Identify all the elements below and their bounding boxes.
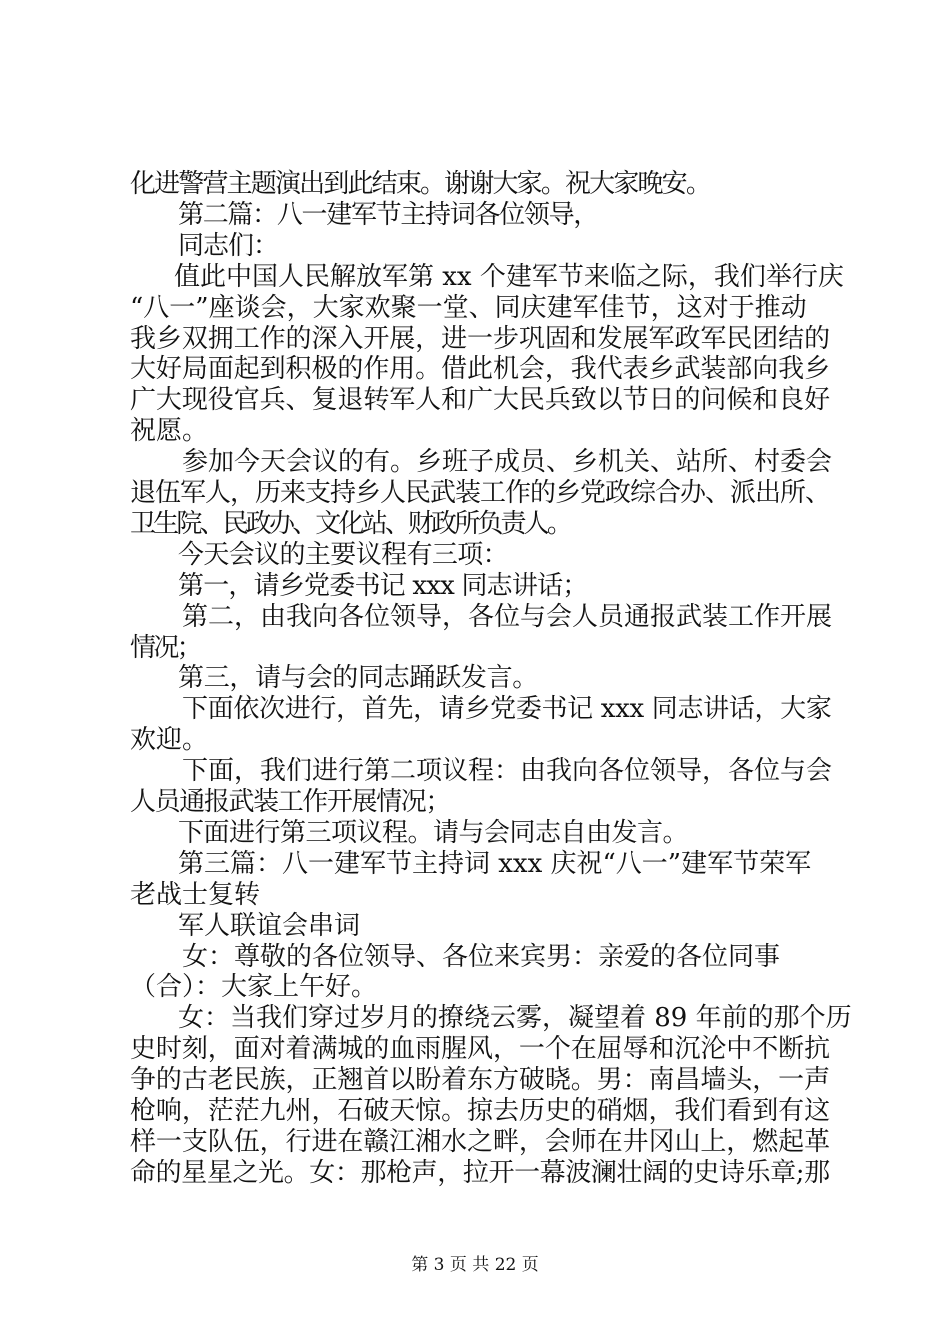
text-line: 女：尊敬的各位领导、各位来宾男：亲爱的各位同事 xyxy=(182,941,781,972)
text-line: 第三，请与会的同志踊跃发言。 xyxy=(178,663,539,694)
text-line: 人员通报武装工作开展情况； xyxy=(130,787,451,817)
text-line: 史时刻，面对着满城的血雨腥风，一个在屈辱和沉沦中不断抗 xyxy=(130,1034,831,1065)
text-line: 命的星星之光。女：那枪声，拉开一幕波澜壮阔的史诗乐章;那 xyxy=(130,1157,830,1188)
text-line: 下面，我们进行第二项议程：由我向各位领导，各位与会 xyxy=(182,756,833,787)
text-line: “八一”座谈会，大家欢聚一堂、同庆建军佳节，这对于推动 xyxy=(130,292,807,323)
text-line: 下面依次进行，首先，请乡党委书记 xxx 同志讲话，大家 xyxy=(182,694,832,725)
text-line: 下面进行第三项议程。请与会同志自由发言。 xyxy=(178,817,689,848)
text-line: 军人联谊会串词 xyxy=(178,910,361,941)
text-line: 欢迎。 xyxy=(130,725,209,756)
text-line: 老战士复转 xyxy=(130,879,261,910)
text-line: 广大现役官兵、复退转军人和广大民兵致以节日的问候和良好 xyxy=(130,385,831,416)
text-line: 退伍军人，历来支持乡人民武装工作的乡党政综合办、派出所、 xyxy=(130,478,831,508)
text-line: 枪响，茫茫九州，石破天惊。掠去历史的硝烟，我们看到有这 xyxy=(130,1096,831,1126)
text-line: 参加今天会议的有。乡班子成员、乡机关、站所、村委会 xyxy=(182,447,833,478)
text-line: 女：当我们穿过岁月的撩绕云雾，凝望着 89 年前的那个历 xyxy=(178,1003,852,1034)
text-line: 情况； xyxy=(130,632,201,663)
text-line: 第二篇：八一建军节主持词各位领导， xyxy=(178,199,599,230)
text-line: 卫生院、民政办、文化站、财政所负责人。 xyxy=(130,508,571,539)
page-footer: 第 3 页 共 22 页 xyxy=(411,1255,539,1275)
text-line: 同志们： xyxy=(178,230,279,261)
text-line: 我乡双拥工作的深入开展，进一步巩固和发展军政军民团结的 xyxy=(130,323,831,354)
text-line: 第三篇：八一建军节主持词 xxx 庆祝“八一”建军节荣军 xyxy=(178,848,812,879)
text-line: 今天会议的主要议程有三项： xyxy=(178,539,509,570)
text-line: （合）：大家上午好。 xyxy=(130,972,378,1003)
text-line: 大好局面起到积极的作用。借此机会，我代表乡武装部向我乡 xyxy=(130,354,831,385)
text-line: 第二，由我向各位领导，各位与会人员通报武装工作开展 xyxy=(182,601,833,632)
text-line: 化进警营主题演出到此结束。谢谢大家。祝大家晚安。 xyxy=(130,169,711,199)
text-line: 争的古老民族，正翘首以盼着东方破晓。男：南昌墙头，一声 xyxy=(130,1065,831,1096)
text-line: 值此中国人民解放军第 xx 个建军节来临之际，我们举行庆 xyxy=(174,261,844,292)
text-line: 第一，请乡党委书记 xxx 同志讲话； xyxy=(178,570,588,601)
text-line: 祝愿。 xyxy=(130,416,209,447)
text-line: 样一支队伍，行进在赣江湘水之畔，会师在井冈山上，燃起革 xyxy=(130,1126,831,1157)
